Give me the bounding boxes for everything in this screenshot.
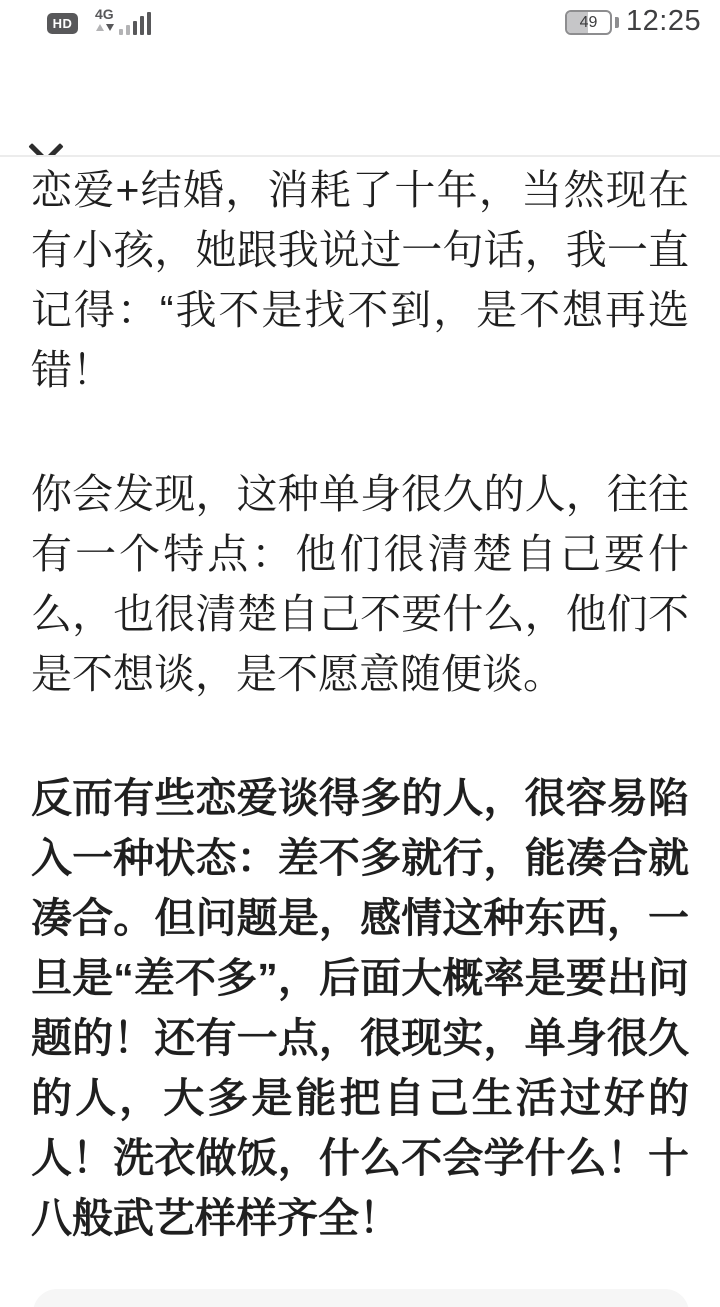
- paragraph-bold: 反而有些恋爱谈得多的人，很容易陷入一种状态：差不多就行，能凑合就凑合。但问题是，感情这种东西，一旦是“差不多”，后面大概率是要出问题的！还有一点，很现实，单身很久的人，大多是能把自己生活过好的人！洗衣做饭，什么不会学什么！十八般武艺样样齐全！: [31, 775, 689, 1241]
- paragraph: 恋爱+结婚，消耗了十年，当然现在有小孩，她跟我说过一句话，我一直记得：“我不是找不到，是不想再选错！: [31, 167, 689, 393]
- network-type-label: 4G: [95, 6, 114, 22]
- upload-arrow-icon: [96, 24, 104, 31]
- network-cluster: [95, 7, 151, 35]
- next-section-card[interactable]: [33, 1289, 689, 1307]
- volte-hd-icon: HD: [47, 13, 78, 34]
- status-bar-clock: 12:25: [626, 5, 702, 37]
- webview-toolbar: [0, 60, 720, 155]
- paragraph: 你会发现，这种单身很久的人，往往有一个特点：他们很清楚自己要什么，也很清楚自己不要什么，他们不是不想谈，是不愿意随便谈。: [31, 471, 689, 697]
- article-content[interactable]: [0, 157, 720, 1307]
- battery-nub: [615, 17, 619, 28]
- download-arrow-icon: [106, 24, 114, 31]
- data-activity-icon: [96, 24, 114, 31]
- signal-strength-icon: [119, 12, 151, 35]
- battery-icon: [565, 10, 612, 35]
- battery-percent: 49: [579, 14, 598, 31]
- status-bar: [0, 0, 720, 44]
